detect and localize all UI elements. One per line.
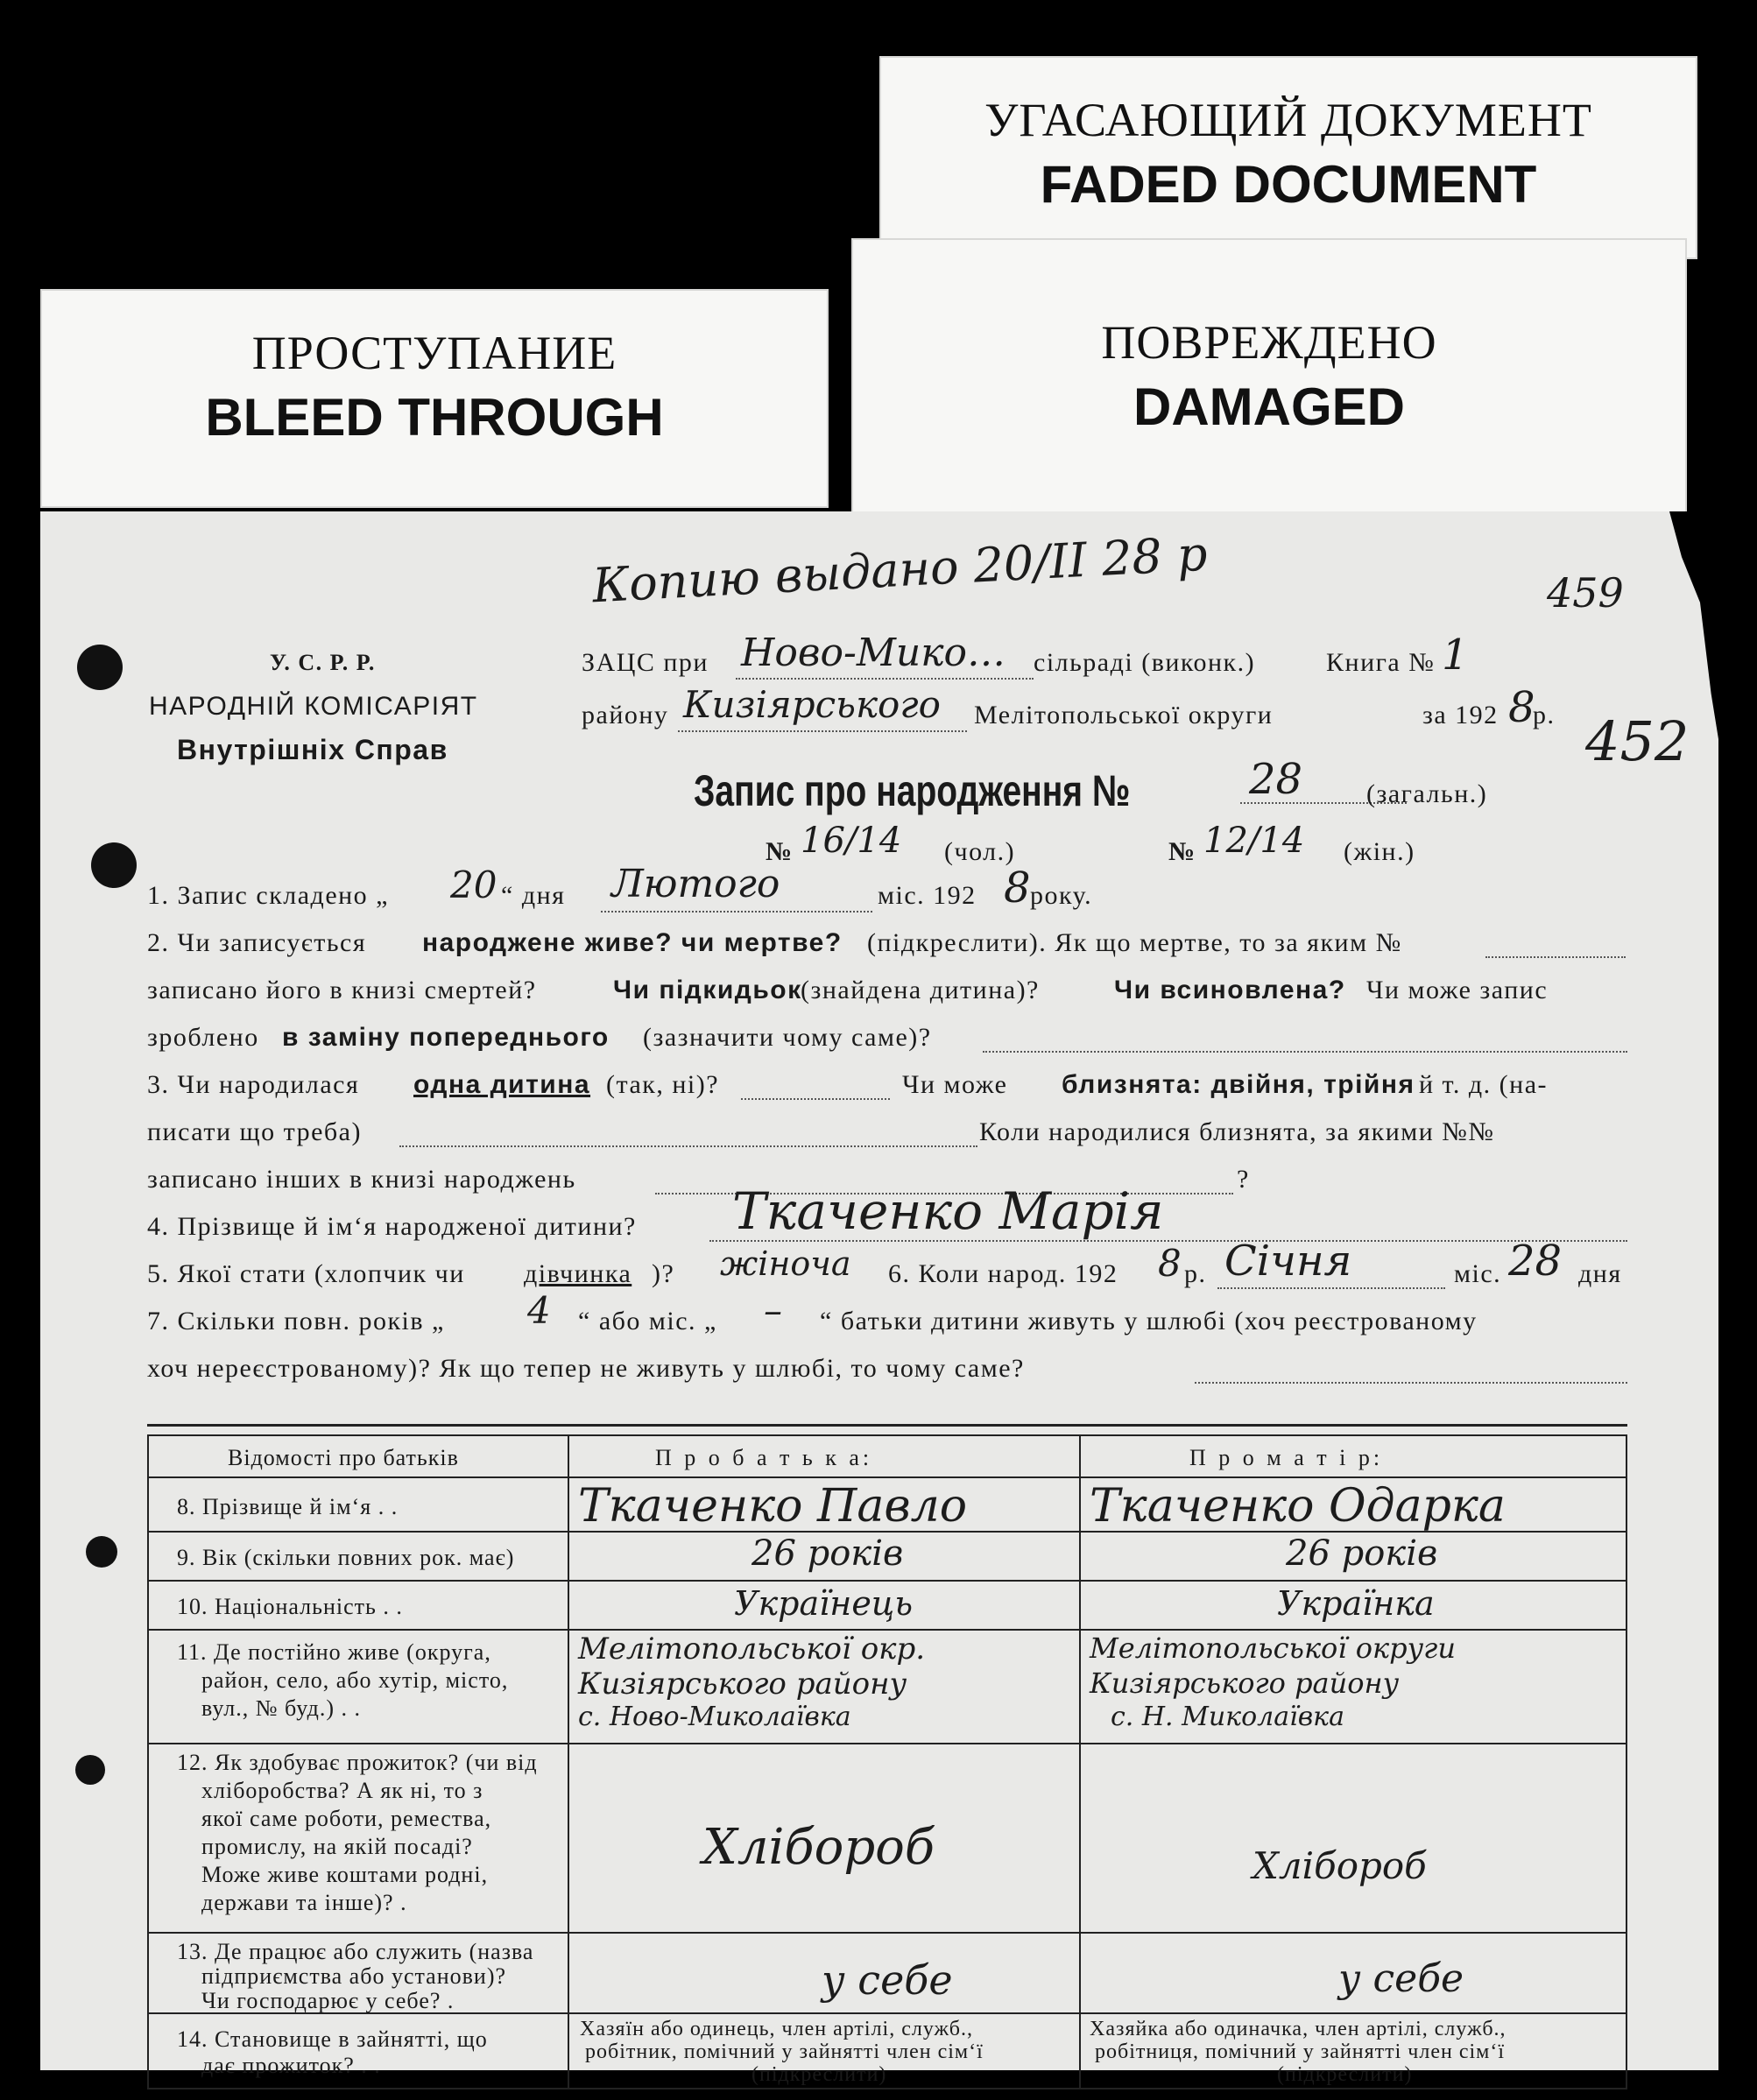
line4-c: (зазначити чому саме)?	[643, 1023, 932, 1052]
row11-label-2: район, село, або хутір, місто,	[201, 1667, 509, 1693]
father-workplace: у себе	[822, 1956, 953, 2004]
faded-document-label	[879, 56, 1697, 259]
father-residence-2: Кизіярського району	[578, 1667, 907, 1702]
line1-c: міс. 192	[878, 881, 977, 910]
male-no-prefix: №	[766, 837, 794, 866]
bleed-through-label	[40, 289, 829, 508]
district-name: Кизіярського	[683, 683, 941, 726]
punch-hole	[91, 842, 137, 888]
mother-residence-1: Мелітопольської округи	[1090, 1631, 1456, 1665]
record-year-digit: 8	[1004, 863, 1031, 913]
line3-b: Чи підкидьок	[613, 976, 802, 1004]
mother-workplace: у себе	[1338, 1956, 1464, 2001]
line6-b: Коли народилися близнята, за якими №№	[979, 1117, 1495, 1146]
row13-label-1: 13. Де працює або служить (назва	[177, 1939, 534, 1964]
male-number: 16/14	[801, 821, 902, 861]
birth-day: 28	[1508, 1237, 1563, 1286]
faded-label-ru: УГАСАЮЩИЙ ДОКУМЕНТ	[984, 94, 1592, 146]
birth-record-form	[40, 511, 1718, 2086]
record-month: Лютого	[611, 862, 780, 906]
header-parents-info: Відомості про батьків	[228, 1445, 459, 1470]
row9-label: 9. Вік (скільки повних рок. має)	[177, 1545, 515, 1570]
father-name: Ткаченко Павло	[578, 1480, 968, 1533]
row12-label-1: 12. Як здобуває прожиток? (чи від	[177, 1750, 538, 1775]
row11-label-1: 11. Де постійно живе (округа,	[177, 1639, 491, 1665]
row12-label-2: хліборобства? А як ні, то з	[201, 1778, 483, 1803]
father-residence-1: Мелітопольської окр.	[578, 1631, 926, 1667]
record-title: Запис про народження №	[694, 766, 1131, 815]
dotted-line	[678, 730, 967, 732]
line8-a: 4. Прізвище й ім‘я народженої дитини?	[147, 1212, 637, 1241]
header-father: П р о б а т ь к а:	[655, 1445, 873, 1470]
dotted-line	[983, 1051, 1627, 1053]
line10-a: 7. Скільки повн. років „	[147, 1307, 445, 1335]
district-suffix: Мелітопольської округи	[974, 701, 1274, 729]
line6-a: писати що треба)	[147, 1117, 362, 1146]
married-years: 4	[527, 1289, 551, 1332]
line2-b: народжене живе? чи мертве?	[422, 928, 843, 957]
record-day: 20	[450, 863, 497, 906]
mother-name: Ткаченко Одарка	[1090, 1480, 1506, 1533]
org-commissariat: НАРОДНІЙ КОМІСАРІЯТ	[149, 692, 478, 721]
dotted-line	[741, 1098, 890, 1100]
female-label: (жін.)	[1344, 837, 1415, 866]
father-status-1: Хазяїн або одинець, член артілі, служб.,	[580, 2018, 973, 2040]
mother-residence-3: с. Н. Миколаївка	[1111, 1702, 1344, 1732]
mother-age: 26 років	[1286, 1533, 1438, 1574]
line11-a: хоч нереєстрованому)? Як що тепер не живуть у шлюбі, то чому саме?	[147, 1354, 1025, 1383]
line9-b: дівчинка	[524, 1259, 632, 1288]
line9-a: 5. Якої стати (хлопчик чи	[147, 1259, 465, 1288]
line1-b: “ дня	[501, 881, 566, 910]
row8-label: 8. Прізвище й ім‘я . .	[177, 1494, 399, 1519]
dotted-line	[736, 678, 1034, 680]
punch-hole	[77, 645, 123, 690]
dotted-line	[399, 1145, 977, 1147]
line3-a: записано його в книзі смертей?	[147, 976, 537, 1004]
dotted-line	[1217, 1287, 1445, 1289]
row13-label-3: Чи господарює у себе? .	[201, 1988, 455, 2013]
punch-hole	[86, 1536, 117, 1568]
line3-e: Чи може запис	[1366, 976, 1549, 1004]
line5-e: близнята: двійня, трійня	[1062, 1070, 1415, 1099]
row14-label-2: дає прожиток? . .	[201, 2053, 381, 2078]
line9-e: р.	[1184, 1259, 1207, 1288]
book-label: Книга №	[1326, 648, 1436, 677]
dotted-line	[601, 911, 872, 913]
header-mother: П р о м а т і р:	[1189, 1445, 1384, 1470]
zags-suffix: сільраді (виконк.)	[1034, 648, 1256, 677]
mother-status-2: робітниця, помічний у зайнятті член сім‘ї	[1095, 2040, 1505, 2063]
child-name: Ткаченко Марія	[732, 1181, 1164, 1241]
married-months: –	[764, 1289, 782, 1332]
father-residence-3: с. Ново-Миколаївка	[578, 1702, 851, 1732]
father-status-3: (підкреслити)	[751, 2063, 887, 2086]
child-sex: жіноча	[720, 1244, 851, 1283]
line4-b: в заміну попереднього	[282, 1023, 610, 1052]
org-ussr: У. С. Р. Р.	[270, 650, 376, 675]
zags-village: Ново-Мико…	[741, 631, 1006, 675]
record-number: 28	[1249, 755, 1303, 804]
line5-f: й т. д. (на-	[1419, 1070, 1549, 1099]
year-suffix: р.	[1533, 701, 1556, 729]
line5-d: Чи може	[902, 1070, 1008, 1099]
line2-a: 2. Чи записується	[147, 928, 367, 957]
line5-c: (так, ні)?	[606, 1070, 720, 1099]
mother-status-1: Хазяйка або одиначка, член артілі, служб.,	[1090, 2018, 1507, 2040]
bleed-label-en: BLEED THROUGH	[205, 388, 664, 447]
year-label: за 192	[1422, 701, 1499, 729]
line9-d: 6. Коли народ. 192	[888, 1259, 1118, 1288]
birth-year-digit: 8	[1158, 1242, 1182, 1285]
org-internal-affairs: Внутрішніх Справ	[177, 734, 448, 765]
row12-label-5: Може живе коштами родні,	[201, 1862, 489, 1887]
male-label: (чол.)	[944, 837, 1016, 866]
row10-label: 10. Національність . .	[177, 1594, 403, 1619]
female-number: 12/14	[1203, 821, 1305, 861]
damaged-label	[851, 238, 1687, 518]
zags-prefix: ЗАЦС при	[582, 648, 709, 677]
mother-nationality: Українка	[1277, 1584, 1435, 1623]
parents-table	[147, 1424, 1627, 2089]
damaged-label-ru: ПОВРЕЖДЕНО	[1101, 316, 1437, 369]
line3-d: Чи всиновлена?	[1114, 976, 1346, 1004]
line9-c: )?	[652, 1259, 675, 1288]
row13-label-2: підприємства або установи)?	[201, 1963, 507, 1989]
bleed-label-ru: ПРОСТУПАНИЕ	[251, 327, 617, 379]
general-label: (загальн.)	[1366, 779, 1488, 808]
torn-corner	[1657, 511, 1718, 739]
line3-c: (знайдена дитина)?	[801, 976, 1040, 1004]
father-occupation: Хлібороб	[702, 1819, 935, 1876]
line2-c: (підкреслити). Як що мертве, то за яким №	[867, 928, 1402, 957]
line4-a: зроблено	[147, 1023, 259, 1052]
mother-occupation: Хлібороб	[1252, 1844, 1427, 1887]
line9-f: міс.	[1454, 1259, 1502, 1288]
punch-hole	[75, 1755, 105, 1785]
dotted-line	[1195, 1382, 1627, 1384]
row12-label-4: промислу, на якій посаді?	[201, 1834, 473, 1859]
female-no-prefix: №	[1168, 837, 1196, 866]
row11-label-3: вул., № буд.) . .	[201, 1695, 362, 1721]
father-nationality: Українець	[734, 1584, 914, 1623]
birth-month: Січня	[1224, 1237, 1352, 1286]
line1-a: 1. Запис складено „	[147, 881, 389, 910]
side-number: 452	[1585, 709, 1690, 773]
issued-copy-note: Копию выдано 20/II 28 р	[590, 525, 1209, 614]
damaged-label-en: DAMAGED	[1133, 377, 1405, 436]
line9-g: дня	[1578, 1259, 1622, 1288]
row12-label-6: держави та інше)? .	[201, 1890, 407, 1915]
book-number: 1	[1442, 631, 1469, 680]
line7-b: ?	[1237, 1165, 1250, 1194]
line7-a: записано інших в книзі народжень	[147, 1165, 576, 1194]
year-digit: 8	[1508, 683, 1535, 732]
line10-c: “ батьки дитини живуть у шлюбі (хоч реєстрованому	[820, 1307, 1478, 1335]
father-status-2: робітник, помічний у зайнятті член сім‘ї	[585, 2040, 984, 2063]
corner-number: 459	[1547, 569, 1624, 617]
mother-status-3: (підкреслити)	[1277, 2063, 1413, 2086]
dotted-line	[1485, 956, 1626, 958]
line1-d: року.	[1030, 881, 1093, 910]
mother-residence-2: Кизіярського району	[1090, 1667, 1400, 1700]
line10-b: “ або міс. „	[578, 1307, 717, 1335]
row14-label-1: 14. Становище в зайнятті, що	[177, 2026, 488, 2052]
row12-label-3: якої саме роботи, ремества,	[201, 1806, 492, 1831]
father-age: 26 років	[751, 1533, 904, 1574]
district-prefix: району	[582, 701, 669, 729]
faded-label-en: FADED DOCUMENT	[1040, 155, 1537, 214]
line5-a: 3. Чи народилася	[147, 1070, 360, 1099]
line5-b: одна дитина	[413, 1070, 591, 1099]
